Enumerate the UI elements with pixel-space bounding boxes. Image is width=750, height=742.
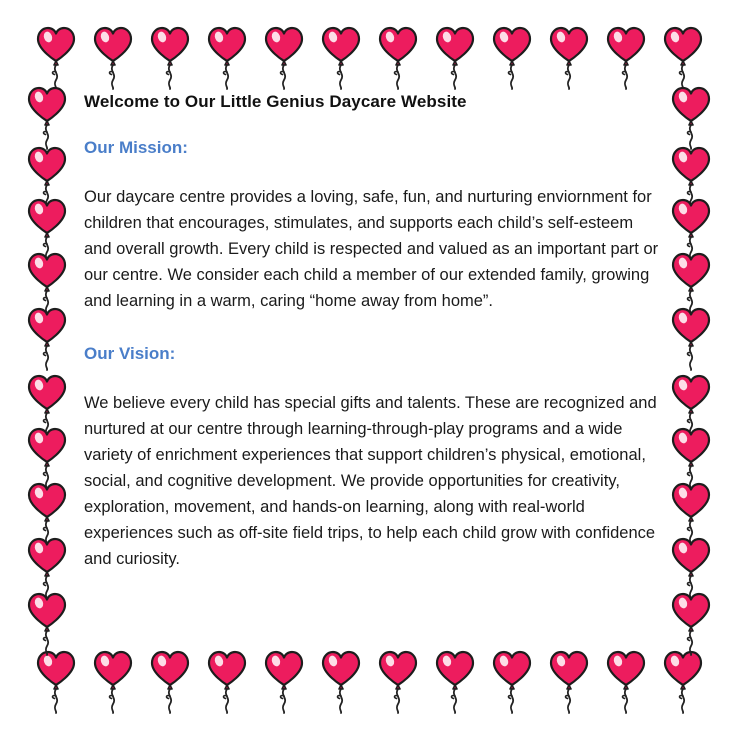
heart-balloon-icon — [668, 372, 714, 438]
heart-balloon-icon — [24, 84, 70, 150]
heart-balloon-icon — [33, 24, 79, 90]
heart-balloon-icon — [546, 648, 592, 714]
section-heading-mission: Our Mission: — [84, 138, 188, 157]
heart-balloon-icon — [603, 648, 649, 714]
heart-balloon-icon — [24, 425, 70, 491]
page-title: Welcome to Our Little Genius Daycare Website — [84, 92, 467, 111]
section-heading-vision: Our Vision: — [84, 344, 176, 363]
section-body-vision: We believe every child has special gifts and talents. These are recognized and nurtured at our centre through learning-through-play programs and a wide variety of enrichment experiences that support children’s physical, emotional, social, and cognitive development. We provide opportunities for creativity, exploration, movement, and hands-on learning, along with real-world experiences such as off-site field trips, to help each child grow with confidence and curiosity. — [84, 394, 657, 568]
heart-balloon-icon — [90, 24, 136, 90]
section-body-mission: Our daycare centre provides a loving, safe, fun, and nurturing enviornment for children that encourages, stimulates, and supports each child’s self-esteem and overall growth. Every child is respected and valued as an important part or our centre. We consider each child a member of our extended family, growing and learning in a warm, caring “home away from home”. — [84, 188, 659, 310]
heart-balloon-icon — [603, 24, 649, 90]
heart-balloon-icon — [24, 196, 70, 262]
heart-balloon-icon — [668, 535, 714, 601]
heart-balloon-icon — [668, 305, 714, 371]
heart-balloon-icon — [432, 648, 478, 714]
heart-balloon-icon — [489, 648, 535, 714]
heart-balloon-icon — [24, 480, 70, 546]
heart-balloon-icon — [90, 648, 136, 714]
heart-balloon-icon — [318, 648, 364, 714]
heart-balloon-icon — [24, 590, 70, 656]
heart-balloon-icon — [668, 480, 714, 546]
document-content — [84, 92, 674, 572]
heart-balloon-icon — [489, 24, 535, 90]
heart-balloon-icon — [668, 196, 714, 262]
heart-balloon-icon — [668, 84, 714, 150]
heart-balloon-icon — [660, 24, 706, 90]
heart-balloon-icon — [375, 24, 421, 90]
heart-balloon-icon — [147, 24, 193, 90]
heart-balloon-icon — [33, 648, 79, 714]
heart-balloon-icon — [24, 250, 70, 316]
heart-balloon-icon — [318, 24, 364, 90]
heart-balloon-icon — [432, 24, 478, 90]
heart-balloon-icon — [668, 250, 714, 316]
heart-balloon-icon — [204, 24, 250, 90]
heart-balloon-icon — [261, 648, 307, 714]
heart-balloon-icon — [668, 425, 714, 491]
heart-balloon-icon — [668, 590, 714, 656]
heart-balloon-icon — [668, 144, 714, 210]
heart-balloon-icon — [660, 648, 706, 714]
heart-balloon-icon — [147, 648, 193, 714]
heart-balloon-icon — [24, 305, 70, 371]
heart-balloon-icon — [24, 535, 70, 601]
heart-balloon-icon — [24, 372, 70, 438]
heart-balloon-icon — [375, 648, 421, 714]
heart-balloon-icon — [204, 648, 250, 714]
heart-balloon-icon — [261, 24, 307, 90]
heart-balloon-icon — [24, 144, 70, 210]
heart-balloon-icon — [546, 24, 592, 90]
